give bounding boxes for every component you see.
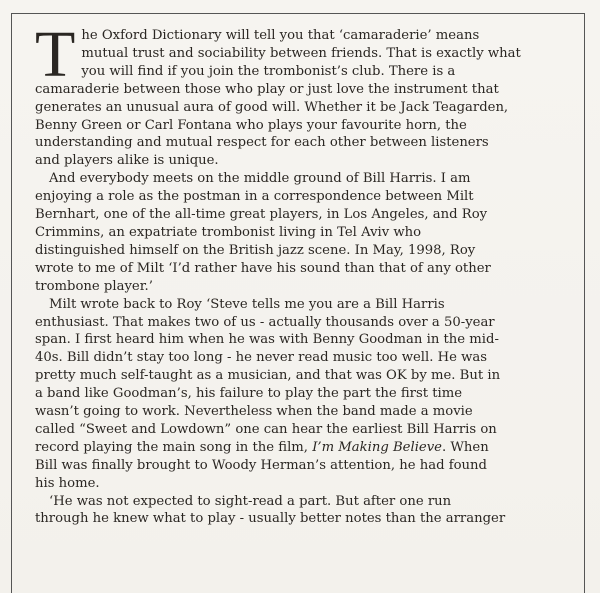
text-line: span. I first heard him when he was with Benny Goodman in the mid- <box>35 332 499 348</box>
text-line: his home. <box>35 475 100 491</box>
text-line: understanding and mutual respect for each other between listeners <box>35 135 489 151</box>
text-line: through he knew what to play - usually better notes than the arranger <box>35 511 506 527</box>
text-line: wrote to me of Milt ‘I’d rather have his sound than that of any other <box>35 260 491 276</box>
paragraph-4 <box>35 493 565 529</box>
text-fragment: record playing the main song in the film, <box>35 439 313 455</box>
paragraph-1 <box>35 18 565 170</box>
text-line: enjoying a role as the postman in a correspondence between Milt <box>35 189 474 205</box>
text-line: Milt wrote back to Roy ‘Steve tells me you are a Bill Harris <box>49 296 445 312</box>
text-line: called “Sweet and Lowdown” one can hear the earliest Bill Harris on <box>35 421 497 437</box>
text-fragment: . When <box>441 439 489 455</box>
text-line: a band like Goodman’s, his failure to play the part the first time <box>35 386 463 402</box>
text-line: trombone player.’ <box>35 278 153 294</box>
text-line: generates an unusual aura of good will. Whether it be Jack Teagarden, <box>35 99 509 115</box>
paragraph-3 <box>35 296 565 493</box>
text-line: enthusiast. That makes two of us - actually thousands over a 50-year <box>35 314 495 330</box>
text-line: Crimmins, an expatriate trombonist living in Tel Aviv who <box>35 224 422 240</box>
text-line: you will find if you join the trombonist’s club. There is a <box>81 63 456 79</box>
text-line: and players alike is unique. <box>35 153 219 169</box>
article-body <box>35 18 565 528</box>
text-line: mutual trust and sociability between friends. That is exactly what <box>81 45 521 61</box>
text-line: pretty much self-taught as a musician, and that was OK by me. But in <box>35 368 501 384</box>
text-line: wasn’t going to work. Nevertheless when the band made a movie <box>35 404 473 420</box>
text-line: And everybody meets on the middle ground of Bill Harris. I am <box>49 171 471 187</box>
text-line-with-italic <box>35 439 565 457</box>
text-line: he Oxford Dictionary will tell you that ‘camaraderie’ means <box>81 28 480 43</box>
text-line: Bernhart, one of the all-time great players, in Los Angeles, and Roy <box>35 207 488 223</box>
text-line: ‘He was not expected to sight-read a part. But after one run <box>49 493 452 509</box>
paragraph-2 <box>35 170 565 295</box>
text-line: Benny Green or Carl Fontana who plays your favourite horn, the <box>35 117 467 133</box>
text-line: 40s. Bill didn’t stay too long - he never read music too well. He was <box>35 350 488 366</box>
song-title: I’m Making Believe <box>312 439 442 455</box>
text-line: Bill was finally brought to Woody Herman’s attention, he had found <box>35 457 487 473</box>
text-line: distinguished himself on the British jazz scene. In May, 1998, Roy <box>35 242 476 258</box>
text-line: camaraderie between those who play or just love the instrument that <box>35 81 499 97</box>
drop-cap: T <box>35 18 76 91</box>
